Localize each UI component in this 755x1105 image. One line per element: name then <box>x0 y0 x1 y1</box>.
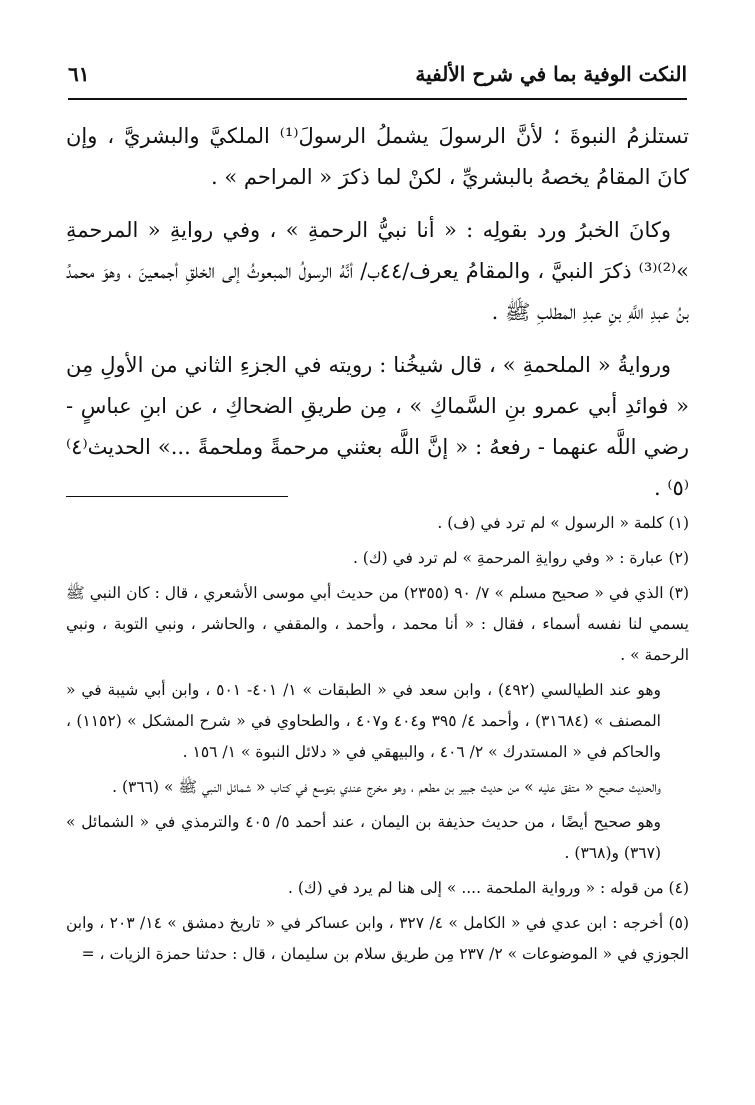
footnote-separator <box>66 496 288 497</box>
body-paragraph: وروايةُ « الملحمةِ » ، قال شيخُنا : رويته في الجزءِ الثاني من الأولِ مِن « فوائدِ أبي عمرو بنِ السَّماكِ » ، مِن طريقِ الضحاكِ ، عن ابنِ عباسٍ - رضي اللَّه عنهما - رفعهُ : « إنَّ اللَّه بعثني مرحمةً وملحمةً ...» الحديث⁽٤⁾⁽٥⁾ . <box>66 353 689 500</box>
footnotes <box>66 508 689 974</box>
main-text <box>66 116 689 521</box>
footnote-3-continuation: والحديث صحيح « متفق عليه » من حديث جبير بن مطعم ، وهو مخرج عندي بتوسع في كتاب « شمائل النبي ﷺ » (٣٦٦) . <box>112 778 661 796</box>
footnote-3-continuation: وهو عند الطيالسي (٤٩٢) ، وابن سعد في « الطبقات » ١/ ٤٠١- ٥٠١ ، وابن أبي شيبة في « المصنف » (٣١٦٨٤) ، وأحمد ٤/ ٣٩٥ و٤٠٤ و٤٠٧ ، والطحاوي في « شرح المشكل » (١١٥٢) ، والحاكم في « المستدرك » ٢/ ٤٠٦ ، والبيهقي في « دلائل النبوة » ١/ ١٥٦ . <box>66 681 661 761</box>
running-title: النكت الوفية بما في شرح الألفية <box>415 62 687 86</box>
body-paragraph: وكانَ الخبرُ ورد بقولِه : « أنا نبيُّ الرحمةِ » ، وفي روايةِ « المرحمةِ »⁽²⁾⁽³⁾ ذكرَ النبيَّ ، والمقامُ يعرف/٤٤ب/ أنَّهُ الرسولُ المبعوثُ إلى الخلقِ أجمعينَ ، وهوَ محمدُ بنُ عبدِ اللَّهِ بنِ عبدِ المطلبِ ﷺ . <box>66 218 689 324</box>
footnote-3: (٣) الذي في « صحيح مسلم » ٧/ ٩٠ (٢٣٥٥) من حديث أبي موسى الأشعري ، قال : كان النبي ﷺ يسمي لنا نفسه أسماء ، فقال : « أنا محمد ، وأحمد ، والمقفي ، والحاشر ، ونبي التوبة ، ونبي الرحمة » . <box>66 584 690 664</box>
footnote-5: (٥) أخرجه : ابن عدي في « الكامل » ٤/ ٣٢٧ ، وابن عساكر في « تاريخ دمشق » ١٤/ ٢٠٣ ، وابن الجوزي في « الموضوعات » ٢/ ٢٣٧ مِن طريق سلام بن سليمان ، قال : حدثنا حمزة الزيات ، = <box>66 914 689 963</box>
page-number: ٦١ <box>68 62 90 86</box>
running-header <box>68 52 687 96</box>
footnote-2: (٢) عبارة : « وفي روايةِ المرحمةِ » لم ترد في (ك) . <box>352 549 689 567</box>
body-paragraph: تستلزمُ النبوةَ ؛ لأنَّ الرسولَ يشملُ الرسولَ⁽¹⁾ الملكيَّ والبشريَّ ، وإن كانَ المقامُ يخصهُ بالبشريِّ ، لكنْ لما ذكرَ « المراحم » . <box>66 124 689 189</box>
footnote-3-continuation: وهو صحيح أيضًا ، من حديث حذيفة بن اليمان ، عند أحمد ٥/ ٤٠٥ والترمذي في « الشمائل » (٣٦٧) و(٣٦٨) . <box>66 813 661 862</box>
footnote-1: (١) كلمة « الرسول » لم ترد في (ف) . <box>437 514 689 532</box>
footnote-4: (٤) من قوله : « ورواية الملحمة .... » إلى هنا لم يرد في (ك) . <box>287 879 689 897</box>
header-rule <box>68 98 687 100</box>
